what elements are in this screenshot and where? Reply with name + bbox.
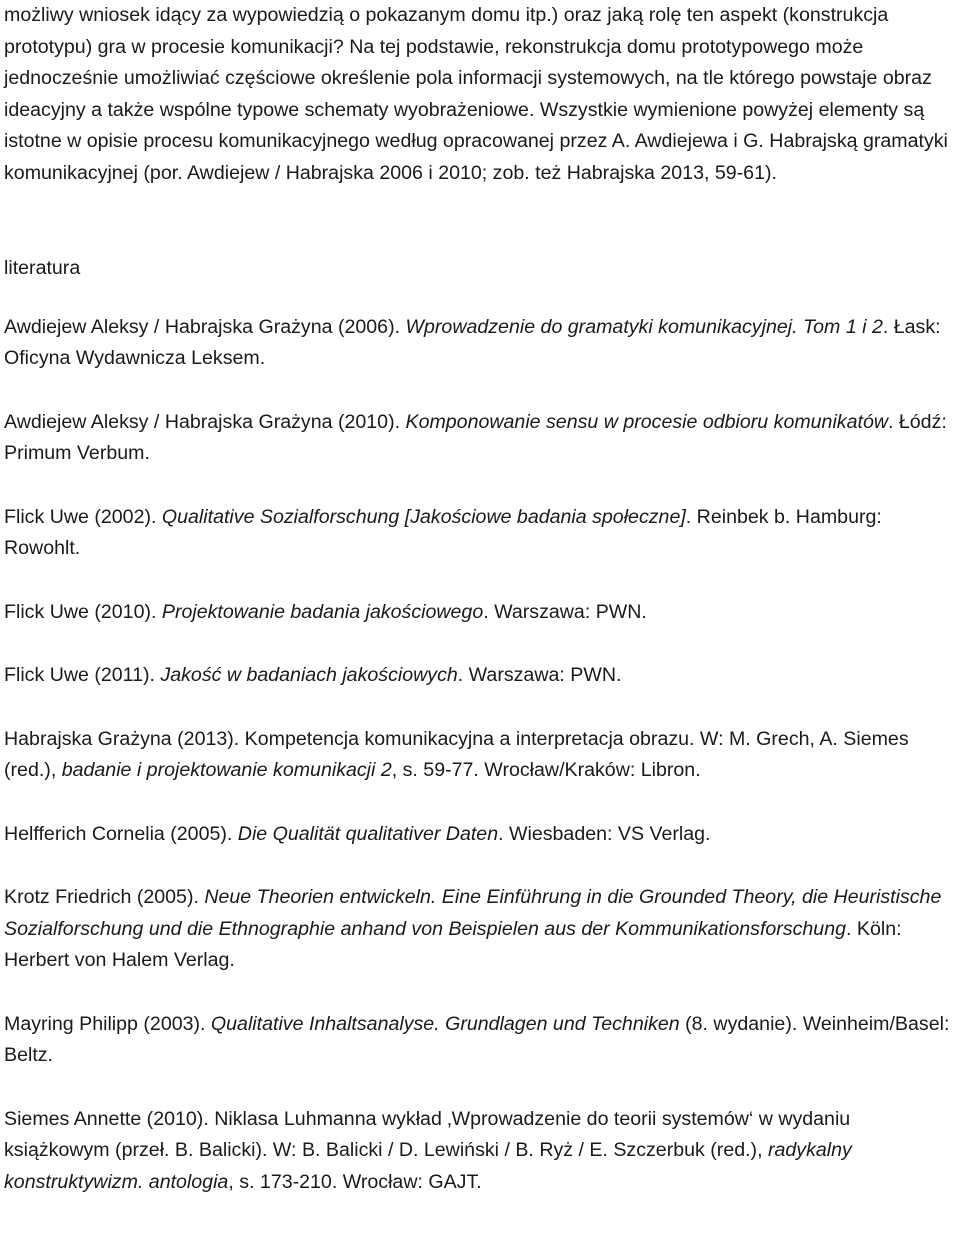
intro-paragraph: możliwy wniosek idący za wypowiedzią o pokazanym domu itp.) oraz jaką rolę ten aspekt (konstrukcja prototypu) gra w procesie komunikacji? Na tej podstawie, rekonstrukcja domu prototypowego może jednocześnie umożliwiać częściowe określenie pola informacji systemowych, na tle którego powstaje obraz ideacyjny a także wspólne typowe schematy wyobrażeniowe. Wszystkie wymienione powyżej elementy są istotne w opisie procesu komunikacyjnego według opracowanej przez A. Awdiejewa i G. Habrajską gramatyki komunikacyjnej (por. Awdiejew / Habrajska 2006 i 2010; zob. też Habrajska 2013, 59-61).: [4, 4, 948, 184]
reference-item: Flick Uwe (2010). Projektowanie badania jakościowego. Warszawa: PWN.: [4, 600, 647, 623]
reference-item: Flick Uwe (2011). Jakość w badaniach jakościowych. Warszawa: PWN.: [4, 664, 622, 686]
reference-item: Helfferich Cornelia (2005). Die Qualität qualitativer Daten. Wiesbaden: VS Verlag.: [4, 822, 711, 845]
reference-item: Krotz Friedrich (2005). Neue Theorien entwickeln. Eine Einführung in die Grounded Theory, die Heuristische Sozialforschung und die Ethnographie anhand von Beispielen aus der Kommunikationsforschung. Köln: Herbert von Halem Verlag.: [4, 886, 942, 971]
reference-item: Mayring Philipp (2003). Qualitative Inhaltsanalyse. Grundlagen und Techniken (8. wydanie). Weinheim/Basel: Beltz.: [4, 1012, 950, 1066]
document-page: [4, 0, 956, 1230]
reference-item: Awdiejew Aleksy / Habrajska Grażyna (2010). Komponowanie sensu w procesie odbioru komunikatów. Łódź: Primum Verbum.: [4, 410, 947, 464]
reference-item: Siemes Annette (2010). Niklasa Luhmanna wykład ‚Wprowadzenie do teorii systemów‘ w wydaniu książkowym (przeł. B. Balicki). W: B. Balicki / D. Lewiński / B. Ryż / E. Szczerbuk (red.), radykalny konstruktywizm. antologia, s. 173-210. Wrocław: GAJT.: [4, 1107, 852, 1193]
reference-item: Flick Uwe (2002). Qualitative Sozialforschung [Jakościowe badania społeczne]. Reinbek b. Hamburg: Rowohlt.: [4, 505, 882, 559]
reference-item: Awdiejew Aleksy / Habrajska Grażyna (2006). Wprowadzenie do gramatyki komunikacyjnej. Tom 1 i 2. Łask: Oficyna Wydawnicza Leksem.: [4, 315, 941, 369]
section-heading: literatura: [4, 257, 81, 279]
reference-item: Habrajska Grażyna (2013). Kompetencja komunikacyjna a interpretacja obrazu. W: M. Grech, A. Siemes (red.), badanie i projektowanie komunikacji 2, s. 59-77. Wrocław/Kraków: Libron.: [4, 727, 909, 781]
reference-list: [4, 312, 956, 1199]
